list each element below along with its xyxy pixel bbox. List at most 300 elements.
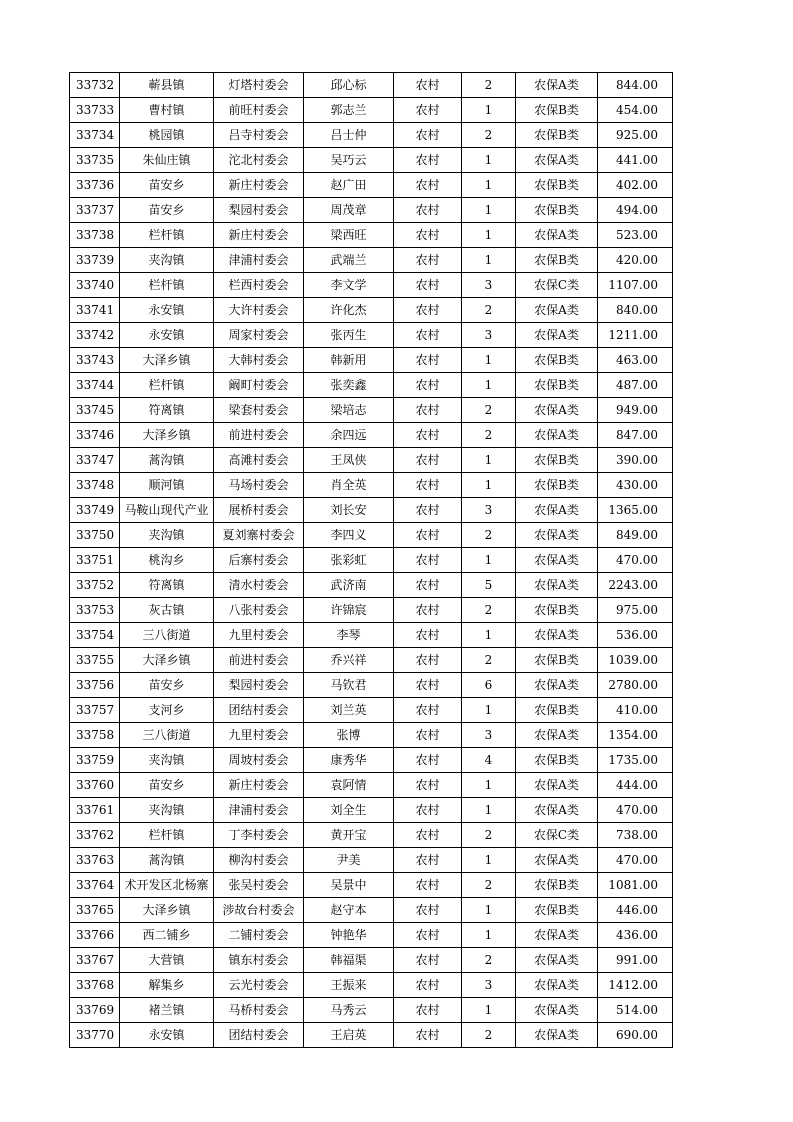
amount-cell: 2243.00 [598,573,673,598]
township-cell: 苗安乡 [120,773,214,798]
table-row [70,823,673,848]
record-id-cell: 33766 [70,923,120,948]
record-id-cell: 33767 [70,948,120,973]
name-cell: 张丙生 [304,323,394,348]
amount-cell: 494.00 [598,198,673,223]
area-type-cell: 农村 [394,548,462,573]
household-count-cell: 1 [462,448,516,473]
record-id-cell: 33746 [70,423,120,448]
township-cell: 永安镇 [120,298,214,323]
village-committee-cell: 涉故台村委会 [214,898,304,923]
village-committee-cell: 津浦村委会 [214,798,304,823]
household-count-cell: 1 [462,223,516,248]
table-row [70,173,673,198]
insurance-category-cell: 农保A类 [516,998,598,1023]
name-cell: 李文学 [304,273,394,298]
table-row [70,323,673,348]
table-row [70,998,673,1023]
insurance-category-cell: 农保A类 [516,848,598,873]
record-id-cell: 33740 [70,273,120,298]
village-committee-cell: 大许村委会 [214,298,304,323]
township-cell: 曹村镇 [120,98,214,123]
area-type-cell: 农村 [394,998,462,1023]
area-type-cell: 农村 [394,273,462,298]
name-cell: 许化杰 [304,298,394,323]
name-cell: 康秀华 [304,748,394,773]
record-id-cell: 33748 [70,473,120,498]
village-committee-cell: 沱北村委会 [214,148,304,173]
record-id-cell: 33755 [70,648,120,673]
name-cell: 吴景中 [304,873,394,898]
amount-cell: 738.00 [598,823,673,848]
table-row [70,898,673,923]
record-id-cell: 33757 [70,698,120,723]
record-id-cell: 33762 [70,823,120,848]
household-count-cell: 3 [462,273,516,298]
insurance-category-cell: 农保B类 [516,648,598,673]
amount-cell: 446.00 [598,898,673,923]
area-type-cell: 农村 [394,873,462,898]
area-type-cell: 农村 [394,598,462,623]
insurance-category-cell: 农保A类 [516,148,598,173]
amount-cell: 1354.00 [598,723,673,748]
household-count-cell: 1 [462,548,516,573]
name-cell: 武端兰 [304,248,394,273]
village-committee-cell: 前旺村委会 [214,98,304,123]
household-count-cell: 2 [462,1023,516,1048]
area-type-cell: 农村 [394,798,462,823]
name-cell: 乔兴祥 [304,648,394,673]
insurance-category-cell: 农保B类 [516,598,598,623]
village-committee-cell: 阚町村委会 [214,373,304,398]
village-committee-cell: 梁套村委会 [214,398,304,423]
village-committee-cell: 柳沟村委会 [214,848,304,873]
village-committee-cell: 九里村委会 [214,723,304,748]
household-count-cell: 1 [462,923,516,948]
village-committee-cell: 新庄村委会 [214,173,304,198]
amount-cell: 847.00 [598,423,673,448]
name-cell: 吕士仲 [304,123,394,148]
table-row [70,648,673,673]
name-cell: 王凤侠 [304,448,394,473]
area-type-cell: 农村 [394,573,462,598]
record-id-cell: 33732 [70,73,120,98]
table-row [70,748,673,773]
amount-cell: 402.00 [598,173,673,198]
record-id-cell: 33736 [70,173,120,198]
insurance-category-cell: 农保A类 [516,423,598,448]
township-cell: 永安镇 [120,323,214,348]
village-committee-cell: 团结村委会 [214,698,304,723]
household-count-cell: 4 [462,748,516,773]
name-cell: 李四义 [304,523,394,548]
village-committee-cell: 前进村委会 [214,423,304,448]
name-cell: 刘全生 [304,798,394,823]
table-row [70,423,673,448]
insurance-category-cell: 农保B类 [516,748,598,773]
area-type-cell: 农村 [394,198,462,223]
village-committee-cell: 新庄村委会 [214,773,304,798]
area-type-cell: 农村 [394,923,462,948]
name-cell: 肖全英 [304,473,394,498]
table-row [70,923,673,948]
insurance-category-cell: 农保B类 [516,173,598,198]
amount-cell: 454.00 [598,98,673,123]
area-type-cell: 农村 [394,223,462,248]
record-id-cell: 33738 [70,223,120,248]
village-committee-cell: 前进村委会 [214,648,304,673]
table-row [70,723,673,748]
insurance-category-cell: 农保A类 [516,948,598,973]
amount-cell: 470.00 [598,848,673,873]
record-id-cell: 33733 [70,98,120,123]
table-row [70,498,673,523]
table-row [70,398,673,423]
name-cell: 赵广田 [304,173,394,198]
record-id-cell: 33734 [70,123,120,148]
name-cell: 赵守本 [304,898,394,923]
insurance-category-cell: 农保A类 [516,548,598,573]
table-row [70,673,673,698]
village-committee-cell: 张吴村委会 [214,873,304,898]
village-committee-cell: 周家村委会 [214,323,304,348]
insurance-category-cell: 农保B类 [516,248,598,273]
record-id-cell: 33763 [70,848,120,873]
record-id-cell: 33749 [70,498,120,523]
name-cell: 韩福渠 [304,948,394,973]
township-cell: 夹沟镇 [120,798,214,823]
township-cell: 栏杆镇 [120,273,214,298]
record-id-cell: 33752 [70,573,120,598]
amount-cell: 690.00 [598,1023,673,1048]
insurance-category-cell: 农保A类 [516,523,598,548]
area-type-cell: 农村 [394,448,462,473]
household-count-cell: 1 [462,798,516,823]
insurance-category-cell: 农保C类 [516,273,598,298]
household-count-cell: 1 [462,98,516,123]
record-id-cell: 33761 [70,798,120,823]
area-type-cell: 农村 [394,773,462,798]
household-count-cell: 1 [462,898,516,923]
amount-cell: 470.00 [598,548,673,573]
insurance-category-cell: 农保A类 [516,223,598,248]
household-count-cell: 1 [462,248,516,273]
amount-cell: 536.00 [598,623,673,648]
insurance-category-cell: 农保A类 [516,798,598,823]
table-row [70,598,673,623]
insurance-category-cell: 农保A类 [516,923,598,948]
village-committee-cell: 津浦村委会 [214,248,304,273]
name-cell: 余四远 [304,423,394,448]
household-count-cell: 3 [462,323,516,348]
name-cell: 李琴 [304,623,394,648]
insurance-category-cell: 农保A类 [516,773,598,798]
township-cell: 朱仙庄镇 [120,148,214,173]
insurance-category-cell: 农保B类 [516,698,598,723]
township-cell: 三八街道 [120,623,214,648]
area-type-cell: 农村 [394,623,462,648]
records-table [69,72,673,1048]
township-cell: 栏杆镇 [120,823,214,848]
record-id-cell: 33753 [70,598,120,623]
area-type-cell: 农村 [394,423,462,448]
household-count-cell: 1 [462,773,516,798]
township-cell: 灰古镇 [120,598,214,623]
amount-cell: 470.00 [598,798,673,823]
table-row [70,198,673,223]
insurance-category-cell: 农保A类 [516,498,598,523]
table-row [70,448,673,473]
table-row [70,548,673,573]
township-cell: 术开发区北杨寨 [120,873,214,898]
name-cell: 张彩虹 [304,548,394,573]
table-row [70,848,673,873]
record-id-cell: 33742 [70,323,120,348]
name-cell: 周茂章 [304,198,394,223]
amount-cell: 430.00 [598,473,673,498]
amount-cell: 487.00 [598,373,673,398]
record-id-cell: 33764 [70,873,120,898]
household-count-cell: 1 [462,623,516,648]
area-type-cell: 农村 [394,973,462,998]
record-id-cell: 33765 [70,898,120,923]
household-count-cell: 2 [462,73,516,98]
township-cell: 西二铺乡 [120,923,214,948]
area-type-cell: 农村 [394,1023,462,1048]
records-table-body [70,73,673,1048]
name-cell: 钟艳华 [304,923,394,948]
insurance-category-cell: 农保A类 [516,973,598,998]
amount-cell: 975.00 [598,598,673,623]
insurance-category-cell: 农保A类 [516,73,598,98]
household-count-cell: 1 [462,373,516,398]
record-id-cell: 33735 [70,148,120,173]
household-count-cell: 2 [462,523,516,548]
area-type-cell: 农村 [394,398,462,423]
insurance-category-cell: 农保C类 [516,823,598,848]
township-cell: 大营镇 [120,948,214,973]
area-type-cell: 农村 [394,898,462,923]
area-type-cell: 农村 [394,248,462,273]
name-cell: 梁培志 [304,398,394,423]
insurance-category-cell: 农保B类 [516,873,598,898]
village-committee-cell: 灯塔村委会 [214,73,304,98]
village-committee-cell: 栏西村委会 [214,273,304,298]
township-cell: 苗安乡 [120,198,214,223]
insurance-category-cell: 农保B类 [516,98,598,123]
insurance-category-cell: 农保B类 [516,898,598,923]
name-cell: 韩新用 [304,348,394,373]
table-row [70,773,673,798]
insurance-category-cell: 农保A类 [516,323,598,348]
village-committee-cell: 八张村委会 [214,598,304,623]
township-cell: 支河乡 [120,698,214,723]
area-type-cell: 农村 [394,948,462,973]
table-row [70,98,673,123]
table-row [70,698,673,723]
household-count-cell: 2 [462,873,516,898]
household-count-cell: 1 [462,198,516,223]
village-committee-cell: 大韩村委会 [214,348,304,373]
insurance-category-cell: 农保A类 [516,1023,598,1048]
township-cell: 永安镇 [120,1023,214,1048]
name-cell: 吴巧云 [304,148,394,173]
insurance-category-cell: 农保B类 [516,473,598,498]
area-type-cell: 农村 [394,73,462,98]
household-count-cell: 3 [462,498,516,523]
township-cell: 大泽乡镇 [120,898,214,923]
amount-cell: 1412.00 [598,973,673,998]
record-id-cell: 33758 [70,723,120,748]
table-row [70,573,673,598]
table-row [70,523,673,548]
township-cell: 夹沟镇 [120,248,214,273]
table-row [70,623,673,648]
village-committee-cell: 梨园村委会 [214,198,304,223]
record-id-cell: 33769 [70,998,120,1023]
village-committee-cell: 展桥村委会 [214,498,304,523]
area-type-cell: 农村 [394,323,462,348]
area-type-cell: 农村 [394,348,462,373]
village-committee-cell: 夏刘寨村委会 [214,523,304,548]
amount-cell: 844.00 [598,73,673,98]
amount-cell: 991.00 [598,948,673,973]
village-committee-cell: 云光村委会 [214,973,304,998]
name-cell: 王启英 [304,1023,394,1048]
household-count-cell: 2 [462,423,516,448]
area-type-cell: 农村 [394,823,462,848]
record-id-cell: 33760 [70,773,120,798]
township-cell: 符离镇 [120,398,214,423]
area-type-cell: 农村 [394,748,462,773]
township-cell: 夹沟镇 [120,523,214,548]
household-count-cell: 2 [462,823,516,848]
household-count-cell: 1 [462,848,516,873]
record-id-cell: 33737 [70,198,120,223]
name-cell: 袁阿情 [304,773,394,798]
insurance-category-cell: 农保A类 [516,623,598,648]
table-row [70,798,673,823]
table-row [70,248,673,273]
amount-cell: 441.00 [598,148,673,173]
name-cell: 马秀云 [304,998,394,1023]
household-count-cell: 5 [462,573,516,598]
household-count-cell: 1 [462,998,516,1023]
record-id-cell: 33751 [70,548,120,573]
village-committee-cell: 马场村委会 [214,473,304,498]
area-type-cell: 农村 [394,148,462,173]
area-type-cell: 农村 [394,298,462,323]
household-count-cell: 1 [462,148,516,173]
record-id-cell: 33768 [70,973,120,998]
township-cell: 夹沟镇 [120,748,214,773]
township-cell: 蕲县镇 [120,73,214,98]
table-row [70,298,673,323]
household-count-cell: 2 [462,123,516,148]
township-cell: 解集乡 [120,973,214,998]
amount-cell: 2780.00 [598,673,673,698]
village-committee-cell: 周坡村委会 [214,748,304,773]
amount-cell: 436.00 [598,923,673,948]
village-committee-cell: 镇东村委会 [214,948,304,973]
name-cell: 武济南 [304,573,394,598]
table-row [70,1023,673,1048]
amount-cell: 420.00 [598,248,673,273]
township-cell: 三八街道 [120,723,214,748]
township-cell: 栏杆镇 [120,223,214,248]
record-id-cell: 33754 [70,623,120,648]
household-count-cell: 2 [462,298,516,323]
village-committee-cell: 高滩村委会 [214,448,304,473]
household-count-cell: 2 [462,948,516,973]
table-row [70,73,673,98]
area-type-cell: 农村 [394,98,462,123]
amount-cell: 840.00 [598,298,673,323]
household-count-cell: 3 [462,723,516,748]
name-cell: 王振来 [304,973,394,998]
township-cell: 大泽乡镇 [120,348,214,373]
table-row [70,473,673,498]
table-row [70,948,673,973]
township-cell: 栏杆镇 [120,373,214,398]
village-committee-cell: 清水村委会 [214,573,304,598]
name-cell: 张博 [304,723,394,748]
amount-cell: 410.00 [598,698,673,723]
area-type-cell: 农村 [394,123,462,148]
village-committee-cell: 团结村委会 [214,1023,304,1048]
area-type-cell: 农村 [394,848,462,873]
area-type-cell: 农村 [394,673,462,698]
township-cell: 蒿沟镇 [120,848,214,873]
record-id-cell: 33743 [70,348,120,373]
name-cell: 尹美 [304,848,394,873]
village-committee-cell: 后寨村委会 [214,548,304,573]
name-cell: 黄开宝 [304,823,394,848]
village-committee-cell: 吕寺村委会 [214,123,304,148]
amount-cell: 390.00 [598,448,673,473]
area-type-cell: 农村 [394,173,462,198]
record-id-cell: 33756 [70,673,120,698]
table-row [70,873,673,898]
insurance-category-cell: 农保B类 [516,448,598,473]
name-cell: 许锦宸 [304,598,394,623]
record-id-cell: 33759 [70,748,120,773]
table-row [70,973,673,998]
area-type-cell: 农村 [394,648,462,673]
insurance-category-cell: 农保A类 [516,298,598,323]
insurance-category-cell: 农保B类 [516,123,598,148]
township-cell: 褚兰镇 [120,998,214,1023]
table-row [70,148,673,173]
township-cell: 苗安乡 [120,173,214,198]
table-row [70,123,673,148]
township-cell: 桃沟乡 [120,548,214,573]
record-id-cell: 33741 [70,298,120,323]
name-cell: 马钦君 [304,673,394,698]
name-cell: 张奕鑫 [304,373,394,398]
record-id-cell: 33745 [70,398,120,423]
township-cell: 苗安乡 [120,673,214,698]
township-cell: 顺河镇 [120,473,214,498]
village-committee-cell: 九里村委会 [214,623,304,648]
village-committee-cell: 梨园村委会 [214,673,304,698]
household-count-cell: 2 [462,648,516,673]
table-row [70,348,673,373]
amount-cell: 444.00 [598,773,673,798]
household-count-cell: 3 [462,973,516,998]
name-cell: 刘兰英 [304,698,394,723]
record-id-cell: 33770 [70,1023,120,1048]
